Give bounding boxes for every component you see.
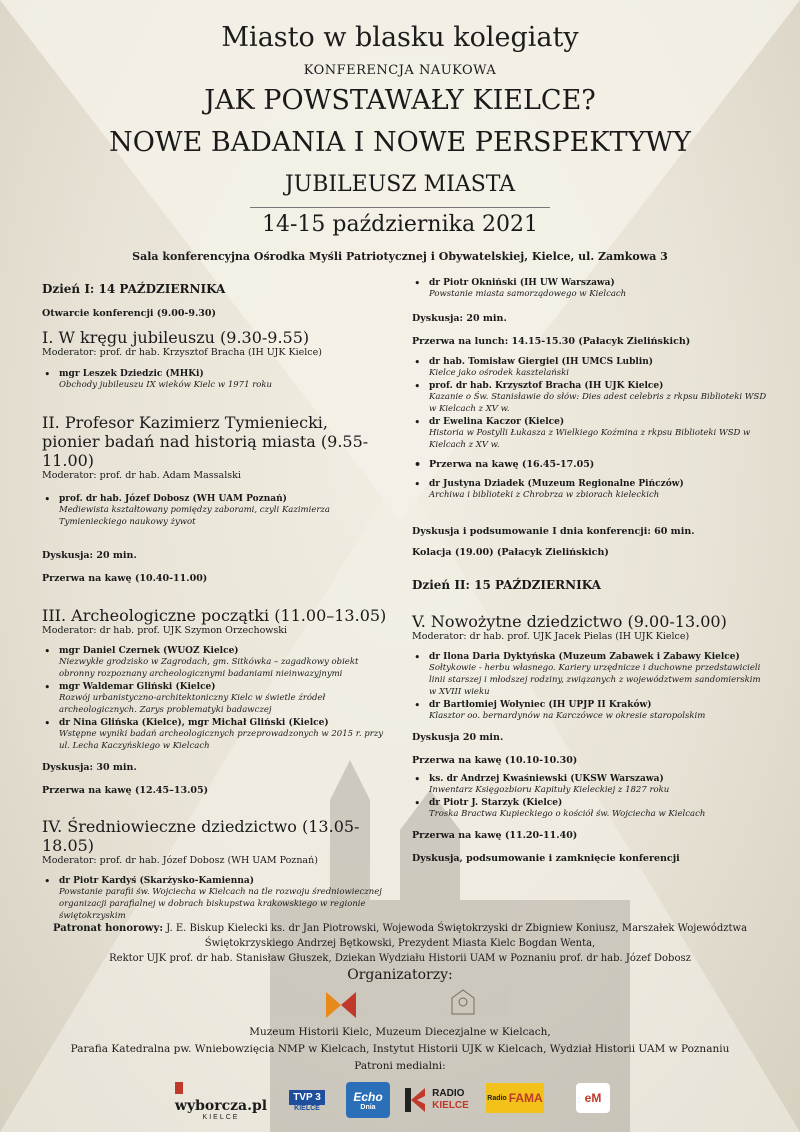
day2-heading: Dzień II: 15 PAŹDZIERNIKA [412,578,601,592]
talk-item [42,682,392,716]
radio-kielce-icon [403,1086,429,1114]
section2-break: Przerwa na kawę (10.40-11.00) [42,573,208,584]
section5-title: V. Nowożytne dziedzictwo (9.00-13.00) [412,612,727,631]
speaker: • prof. dr hab. Krzysztof Bracha (IH UJK Kielce) [429,381,664,391]
conference-subtitle: KONFERENCJA NAUKOWA [303,63,497,78]
section3-break: Przerwa na kawę (12.45–13.05) [42,785,209,796]
section1-title: I. W kręgu jubileuszu (9.30-9.55) [42,328,310,347]
talk-item [412,798,767,820]
talk-title: Niezwykłe grodzisko w Zagrodach, gm. Sitkówka – zagadkowy obiekt obronny rozpoznany archeologicznymi badaniami nieinwazyjnymi [59,657,359,679]
wyborcza-text: wyborcza.pl [174,1097,268,1114]
organizers-line1: Muzeum Historii Kielc, Muzeum Diecezjalne w Kielcach, [249,1026,551,1038]
echo-dnia-logo [346,1082,390,1118]
speaker: • dr Piotr Okniński (IH UW Warszawa) [429,278,615,288]
header-divider [250,207,550,208]
conference-title: Miasto w blasku kolegiaty [221,22,579,53]
speaker: • dr Nina Glińska (Kielce), mgr Michał Gliński (Kielce) [59,718,329,728]
talk-title: Mediewista kształtowany pomiędzy zaborami, czyli Kazimierza Tymienieckiego naukowy żywot [59,505,330,527]
opening: Otwarcie konferencji (9.00-9.30) [42,308,217,319]
talk-item [42,718,392,752]
section3-discussion: Dyskusja: 30 min. [42,762,137,773]
talk-title: Obchody jubileuszu IX wieków Kielc w 1971 roku [59,380,272,390]
section4-moderator: Moderator: prof. dr hab. Józef Dobosz (WH UAM Poznań) [42,855,318,866]
talk-title: Kielce jako ośrodek kasztelański [429,368,569,378]
talk-title: Sołtykowie - herbu własnego. Kariery urzędnicze i duchowne przedstawicieli linii starszej i młodszej rodziny, związanych z województwem sandomierskim w XVIII wieku [429,663,761,697]
talk-title: Kazanie o Św. Stanisławie do słów: Dies adest celebris z rkpsu Biblioteki WSD w Kielcach z XV w. [429,392,767,414]
section2-moderator: Moderator: prof. dr hab. Adam Massalski [42,470,241,481]
talk-item [42,646,392,680]
talk-item [412,652,767,698]
day1-summary: Dyskusja i podsumowanie I dnia konferencji: 60 min. [412,526,695,537]
radio-kielce-logo [398,1083,474,1117]
speaker: • mgr Waldemar Gliński (Kielce) [59,682,216,692]
talk-title: Wstępne wyniki badań archeologicznych przeprowadzonych w 2015 r. przy ul. Lecha Kaczyńskiego w Kielcach [59,729,384,751]
radio-sub: KIELCE [432,1100,469,1111]
speaker: • dr Piotr Kardyś (Skarżysko-Kamienna) [59,876,254,886]
speaker: • prof. dr hab. Józef Dobosz (WH UAM Poznań) [59,494,287,504]
talk-item [412,357,767,379]
organizers-line2: Parafia Katedralna pw. Wniebowzięcia NMP w Kielcach, Instytut Historii UJK w Kielcach, Wydział Historii UAM w Poznaniu [70,1043,730,1055]
section4-title: IV. Średniowieczne dziedzictwo (13.05-18.05) [42,817,360,855]
talk-item [412,774,767,796]
talk-title: Historia w Postylli Łukasza z Wielkiego Koźmina z rkpsu Biblioteki WSD w Kielcach z XV w. [429,428,751,450]
conference-question: JAK POWSTAWAŁY KIELCE? [204,85,596,116]
dinner: Kolacja (19.00) (Pałacyk Zielińskich) [412,547,609,558]
right-column [412,278,767,864]
talk-title: Powstanie parafii św. Wojciecha w Kielcach na tle rozwoju średniowiecznej organizacji parafialnej w dobrach biskupstwa krakowskiego w regionie świętokrzyskim [59,887,382,921]
talk-title: Klasztor oo. bernardynów na Karczówce w okresie staropolskim [429,711,706,721]
section2-title-line2: pionier badań nad historią miasta (9.55-11.00) [42,432,369,470]
speaker: • ks. dr Andrzej Kwaśniewski (UKSW Warszawa) [429,774,664,784]
section3-title: III. Archeologiczne początki (11.00–13.05) [42,606,387,625]
section2-discussion: Dyskusja: 20 min. [42,550,137,561]
talk-title: Archiwa i biblioteki z Chrobrza w zbiorach kieleckich [429,490,660,500]
section3-moderator: Moderator: dr hab. prof. UJK Szymon Orzechowski [42,625,288,636]
speaker: • dr Piotr J. Starzyk (Kielce) [429,798,563,808]
speaker: • dr Justyna Dziadek (Muzeum Regionalne Pińczów) [429,479,684,489]
talk-item [42,494,392,528]
talk-item [412,278,767,300]
talk-title: Inwentarz Księgozbioru Kapituły Kieleckiej z 1827 roku [429,785,670,795]
tvp3-logo [284,1083,330,1119]
section1-moderator: Moderator: prof. dr hab. Krzysztof Bracha (IH UJK Kielce) [42,347,322,358]
organizers-title: Organizatorzy: [347,967,453,983]
talk-title: Troska Bractwa Kupieckiego o kościół św. Wojciecha w Kielcach [429,809,706,819]
conference-jubilee: JUBILEUSZ MIASTA [284,172,516,197]
radio-em-logo [576,1083,610,1113]
talk-item [412,700,767,722]
section5-discussion: Dyskusja 20 min. [412,732,504,743]
day1-heading: Dzień I: 14 PAŹDZIERNIKA [42,282,226,296]
talk-title: Rozwój urbanistyczno-architektoniczny Kielc w świetle źródeł archeologicznych. Zarys problematyki badawczej [59,693,326,715]
media-patrons-title: Patroni medialni: [354,1060,446,1072]
speaker: • mgr Leszek Dziedzic (MHKi) [59,369,204,379]
section5-break1: Przerwa na kawę (10.10-10.30) [412,755,578,766]
discussion-a: Dyskusja: 20 min. [412,313,507,324]
honorary-patronage [0,921,800,966]
talk-item [412,479,767,501]
fama-sub: Radio [487,1094,507,1102]
section5-moderator: Moderator: dr hab. prof. UJK Jacek Pielas (IH UJK Kielce) [412,631,690,642]
organizers-list [0,1024,800,1075]
talk-item [42,876,392,922]
fama-text: FAMA [508,1091,543,1105]
speaker: • dr Ewelina Kaczor (Kielce) [429,417,565,427]
speaker: • dr hab. Tomisław Giergiel (IH UMCS Lublin) [429,357,654,367]
patron-line2: Świętokrzyskiego Andrzej Bętkowski, Prezydent Miasta Kielc Bogdan Wenta, [204,938,596,949]
radio-text: RADIO [432,1088,465,1099]
wyborcza-sub: KIELCE [202,1113,240,1121]
patron-line1: J. E. Biskup Kielecki ks. dr Jan Piotrowski, Wojewoda Świętokrzyski dr Zbigniew Koniusz, Marszałek Województwa [163,923,748,934]
conference-closing: Dyskusja, podsumowanie i zamknięcie konferencji [412,853,680,864]
talk-title: Powstanie miasta samorządowego w Kielcach [429,289,627,299]
lunch-break: Przerwa na lunch: 14.15-15.30 (Pałacyk Zielińskich) [412,336,691,347]
talk-item [42,369,392,391]
talk-item [412,381,767,415]
echo-sub: Dnia [360,1103,376,1111]
echo-text: Echo [353,1089,383,1104]
diocesan-museum-logo [448,988,478,1020]
wyborcza-logo [176,1083,266,1119]
patron-label: Patronat honorowy: [52,923,164,934]
speaker: • mgr Daniel Czernek (WUOZ Kielce) [59,646,239,656]
section2-title-line1: II. Profesor Kazimierz Tymieniecki, [42,413,329,432]
left-column [42,282,392,922]
section5-break2: Przerwa na kawę (11.20-11.40) [412,830,578,841]
conference-perspectives: NOWE BADANIA I NOWE PERSPEKTYWY [109,127,691,158]
speaker: • dr Ilona Daria Dyktyńska (Muzeum Zabawek i Zabawy Kielce) [429,652,740,662]
patron-line3: Rektor UJK prof. dr hab. Stanisław Głuszek, Dziekan Wydziału Historii UAM w Poznaniu prof. dr hab. Józef Dobosz [109,953,691,964]
radio-fama-logo [486,1083,544,1113]
conference-date: 14-15 października 2021 [261,212,539,237]
talk-item [412,417,767,451]
speaker: • dr Bartłomiej Wołyniec (IH UPJP II Kraków) [429,700,652,710]
conference-venue: Sala konferencyjna Ośrodka Myśli Patriotycznej i Obywatelskiej, Kielce, ul. Zamkowa 3 [132,250,668,263]
em-text: eM [584,1091,602,1105]
museum-kielce-logo [324,990,358,1020]
tvp-sub: KIELCE [294,1105,320,1112]
tvp-text: TVP 3 [289,1090,325,1105]
coffee-break-b: • Przerwa na kawę (16.45-17.05) [412,459,767,470]
